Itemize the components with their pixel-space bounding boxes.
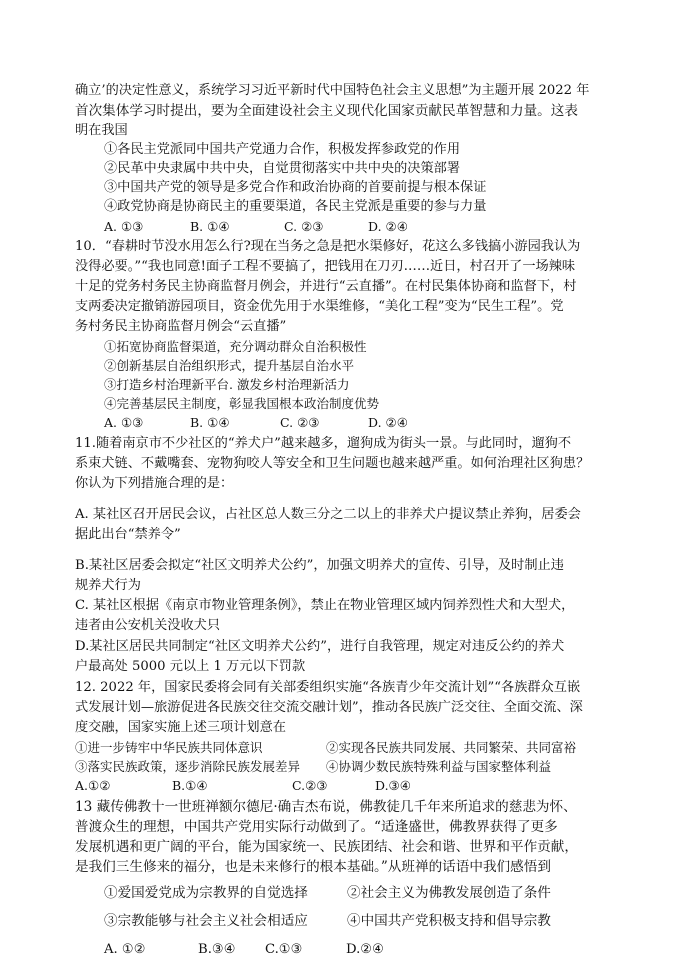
q10-stem-line-5: 务村务民主协商监督月例会“云直播” bbox=[75, 319, 287, 334]
q12-option-d: D.③④ bbox=[375, 778, 411, 793]
q9-option-d: D. ②④ bbox=[368, 219, 408, 234]
q13-item-2: ②社会主义为佛教发展创造了条件 bbox=[347, 885, 551, 901]
q9-stem-line-3: 明在我国 bbox=[75, 123, 128, 138]
q13-item-1: ①爱国爱党成为宗教界的自觉选择 bbox=[104, 885, 308, 901]
q10-option-a: A. ①③ bbox=[104, 415, 144, 430]
q12-option-a: A.①② bbox=[75, 778, 111, 793]
q9-item-1: ①各民主党派同中国共产党通力合作，积极发挥参政党的作用 bbox=[104, 142, 461, 157]
q11-choice-b-line-1: B.某社区居委会拟定“社区文明养犬公约”，加强文明养犬的宣传、引导，及时制止违 bbox=[75, 558, 564, 573]
q11-stem-line-3: 你认为下列措施合理的是： bbox=[75, 476, 234, 491]
q12-item-3: ③落实民族政策，逐步消除民族发展差异 bbox=[75, 759, 301, 774]
q13-item-3: ③宗教能够与社会主义社会相适应 bbox=[104, 913, 308, 929]
q9-option-c: C. ②③ bbox=[284, 219, 324, 234]
q10-item-2: ②创新基层自治组织形式，提升基层自治水平 bbox=[104, 358, 355, 373]
q10-item-4: ④完善基层民主制度，彰显我国根本政治制度优势 bbox=[104, 396, 380, 411]
q12-stem-line-2: 式发展计划—旅游促进各民族交往交流交融计划”，推动各民族广泛交往、全面交流、深 bbox=[75, 700, 583, 715]
q12-stem-line-1: 12. 2022 年，国家民委将会同有关部委组织实施“各族青少年交流计划”“各族群众互嵌 bbox=[75, 680, 581, 695]
q13-option-d: D.②④ bbox=[346, 942, 384, 957]
q10-stem-line-4: 支两委决定撤销游园项目，资金优先用于水渠维修，“美化工程”变为“民生工程”。党 bbox=[75, 299, 564, 314]
q11-stem-line-1: 11.随着南京市不少社区的“养犬户”越来越多，遛狗成为街头一景。与此同时，遛狗不 bbox=[75, 436, 572, 451]
q9-option-b: B. ①④ bbox=[190, 219, 230, 234]
q9-stem-line-2: 首次集体学习时提出，要为全面建设社会主义现代化国家贡献民革智慧和力量。这表 bbox=[75, 103, 578, 119]
q13-stem-line-4: 是我们三生修来的福分，也是未来修行的根本基础。”从班禅的话语中我们感悟到 bbox=[75, 859, 551, 875]
q11-choice-c-line-1: C. 某社区根据《南京市物业管理条例》，禁止在物业管理区域内饲养烈性犬和大型犬， bbox=[75, 598, 575, 613]
q9-item-4: ④政党协商是协商民主的重要渠道，各民主党派是重要的参与力量 bbox=[104, 199, 487, 214]
q9-stem-line-1: 确立’的决定性意义，系统学习习近平新时代中国特色社会主义思想”为主题开展 2022 年 bbox=[75, 83, 590, 98]
q12-item-1: ①进一步铸牢中华民族共同体意识 bbox=[75, 740, 263, 755]
q13-stem-line-2: 普渡众生的理想，中国共产党用实际行动做到了。“适逢盛世，佛教界获得了更多 bbox=[75, 819, 558, 835]
q10-stem-line-3: 十足的党务村务民主协商监督月例会，并进行“云直播”。在村民集体协商和监督下，村 bbox=[75, 279, 577, 294]
q11-stem-line-2: 系束犬链、不戴嘴套、宠物狗咬人等安全和卫生问题也越来越严重。如何治理社区狗患？ bbox=[75, 456, 590, 471]
q10-stem-line-2: 没得必要。”“我也同意!面子工程不要搞了，把钱用在刀刃……近日，村召开了一场辣味 bbox=[75, 259, 576, 274]
q12-option-b: B.①④ bbox=[172, 778, 208, 793]
q13-option-a: A. ①② bbox=[104, 942, 146, 957]
q11-choice-c-line-2: 违者由公安机关没收犬只 bbox=[75, 618, 221, 633]
q11-choice-a-line-2: 据此出台“禁养令” bbox=[75, 527, 181, 542]
q12-item-4: ④协调少数民族特殊利益与国家整体利益 bbox=[326, 759, 552, 774]
q13-item-4: ④中国共产党积极支持和倡导宗教 bbox=[347, 913, 551, 929]
q11-choice-d-line-1: D.某社区居民共同制定“社区文明养犬公约”，进行自我管理，规定对违反公约的养犬 bbox=[75, 639, 565, 654]
q10-item-3: ③打造乡村治理新平台. 激发乡村治理新活力 bbox=[104, 377, 350, 392]
q12-option-c: C.②③ bbox=[292, 778, 328, 793]
q13-stem-line-3: 发展机遇和更广阔的平台，能为国家统一、民族团结、社会和谐、世界和平作贡献， bbox=[75, 839, 578, 855]
q13-stem-line-1: 13 藏传佛教十一世班禅额尔德尼·确吉杰布说，佛教徒几千年来所追求的慈悲为怀、 bbox=[75, 799, 577, 815]
q11-choice-d-line-2: 户最高处 5000 元以上 1 万元以下罚款 bbox=[75, 659, 306, 674]
q12-stem-line-3: 度交融，国家实施上述三项计划意在 bbox=[75, 720, 286, 735]
q11-choice-a-line-1: A. 某社区召开居民会议，占社区总人数三分之二以上的非养犬户提议禁止养狗，居委会 bbox=[75, 507, 581, 522]
q10-option-d: D. ②④ bbox=[368, 415, 408, 430]
q10-stem-line-1: 10．“春耕时节没水用怎么行?现在当务之急是把水渠修好，花这么多钱搞小游园我认为 bbox=[75, 239, 581, 254]
q9-item-2: ②民革中央隶属中共中央，自觉贯彻落实中共中央的决策部署 bbox=[104, 161, 461, 176]
q10-option-b: B. ①④ bbox=[190, 415, 230, 430]
q13-option-c: C.①③ bbox=[265, 942, 303, 957]
q12-item-2: ②实现各民族共同发展、共同繁荣、共同富裕 bbox=[326, 740, 577, 755]
q11-choice-b-line-2: 规养犬行为 bbox=[75, 578, 141, 593]
q10-item-1: ①拓宽协商监督渠道，充分调动群众自治积极性 bbox=[104, 339, 367, 354]
q9-item-3: ③中国共产党的领导是多党合作和政治协商的首要前提与根本保证 bbox=[104, 180, 487, 195]
q13-option-b: B.③④ bbox=[198, 942, 236, 957]
q9-option-a: A. ①③ bbox=[104, 219, 144, 234]
q10-option-c: C. ②③ bbox=[280, 415, 320, 430]
